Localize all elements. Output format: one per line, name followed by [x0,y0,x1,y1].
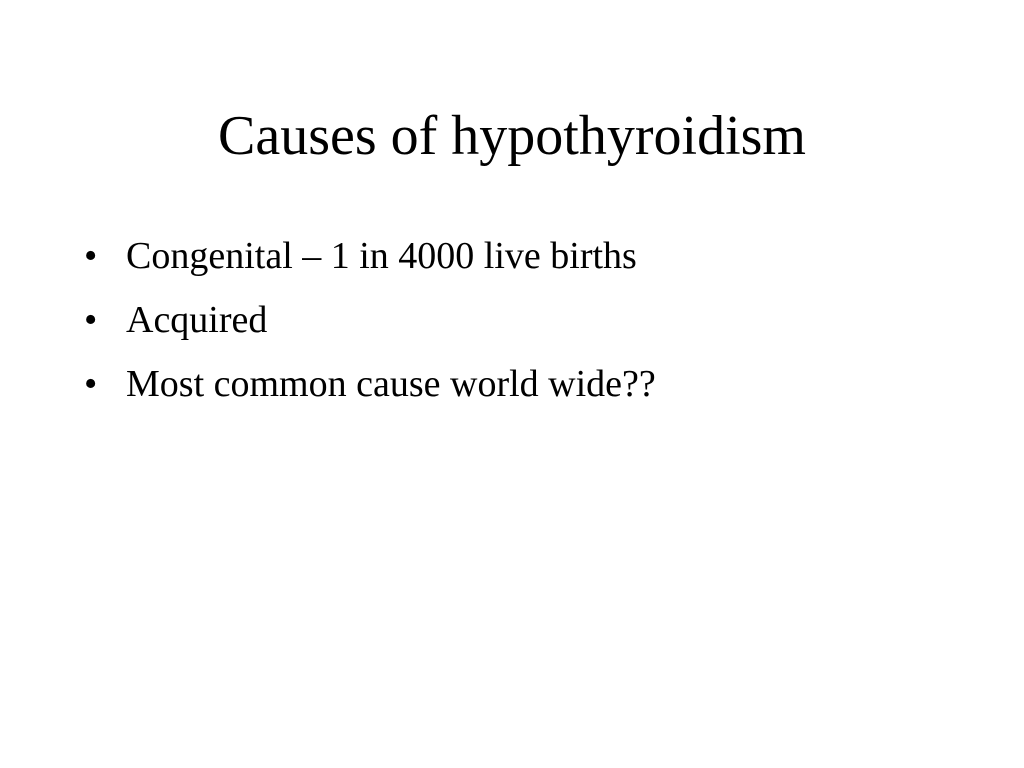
bullet-list [84,230,656,422]
bullet-icon: • [84,299,98,341]
bullet-text: Most common cause world wide?? [126,363,656,405]
slide-title: Causes of hypothyroidism [218,105,806,167]
bullet-text: Congenital – 1 in 4000 live births [126,235,637,277]
bullet-icon: • [84,363,98,405]
bullet-item-acquired [84,294,656,346]
bullet-text: Acquired [126,299,268,341]
bullet-item-most-common-cause [84,358,656,410]
bullet-icon: • [84,235,98,277]
bullet-item-congenital [84,230,656,282]
